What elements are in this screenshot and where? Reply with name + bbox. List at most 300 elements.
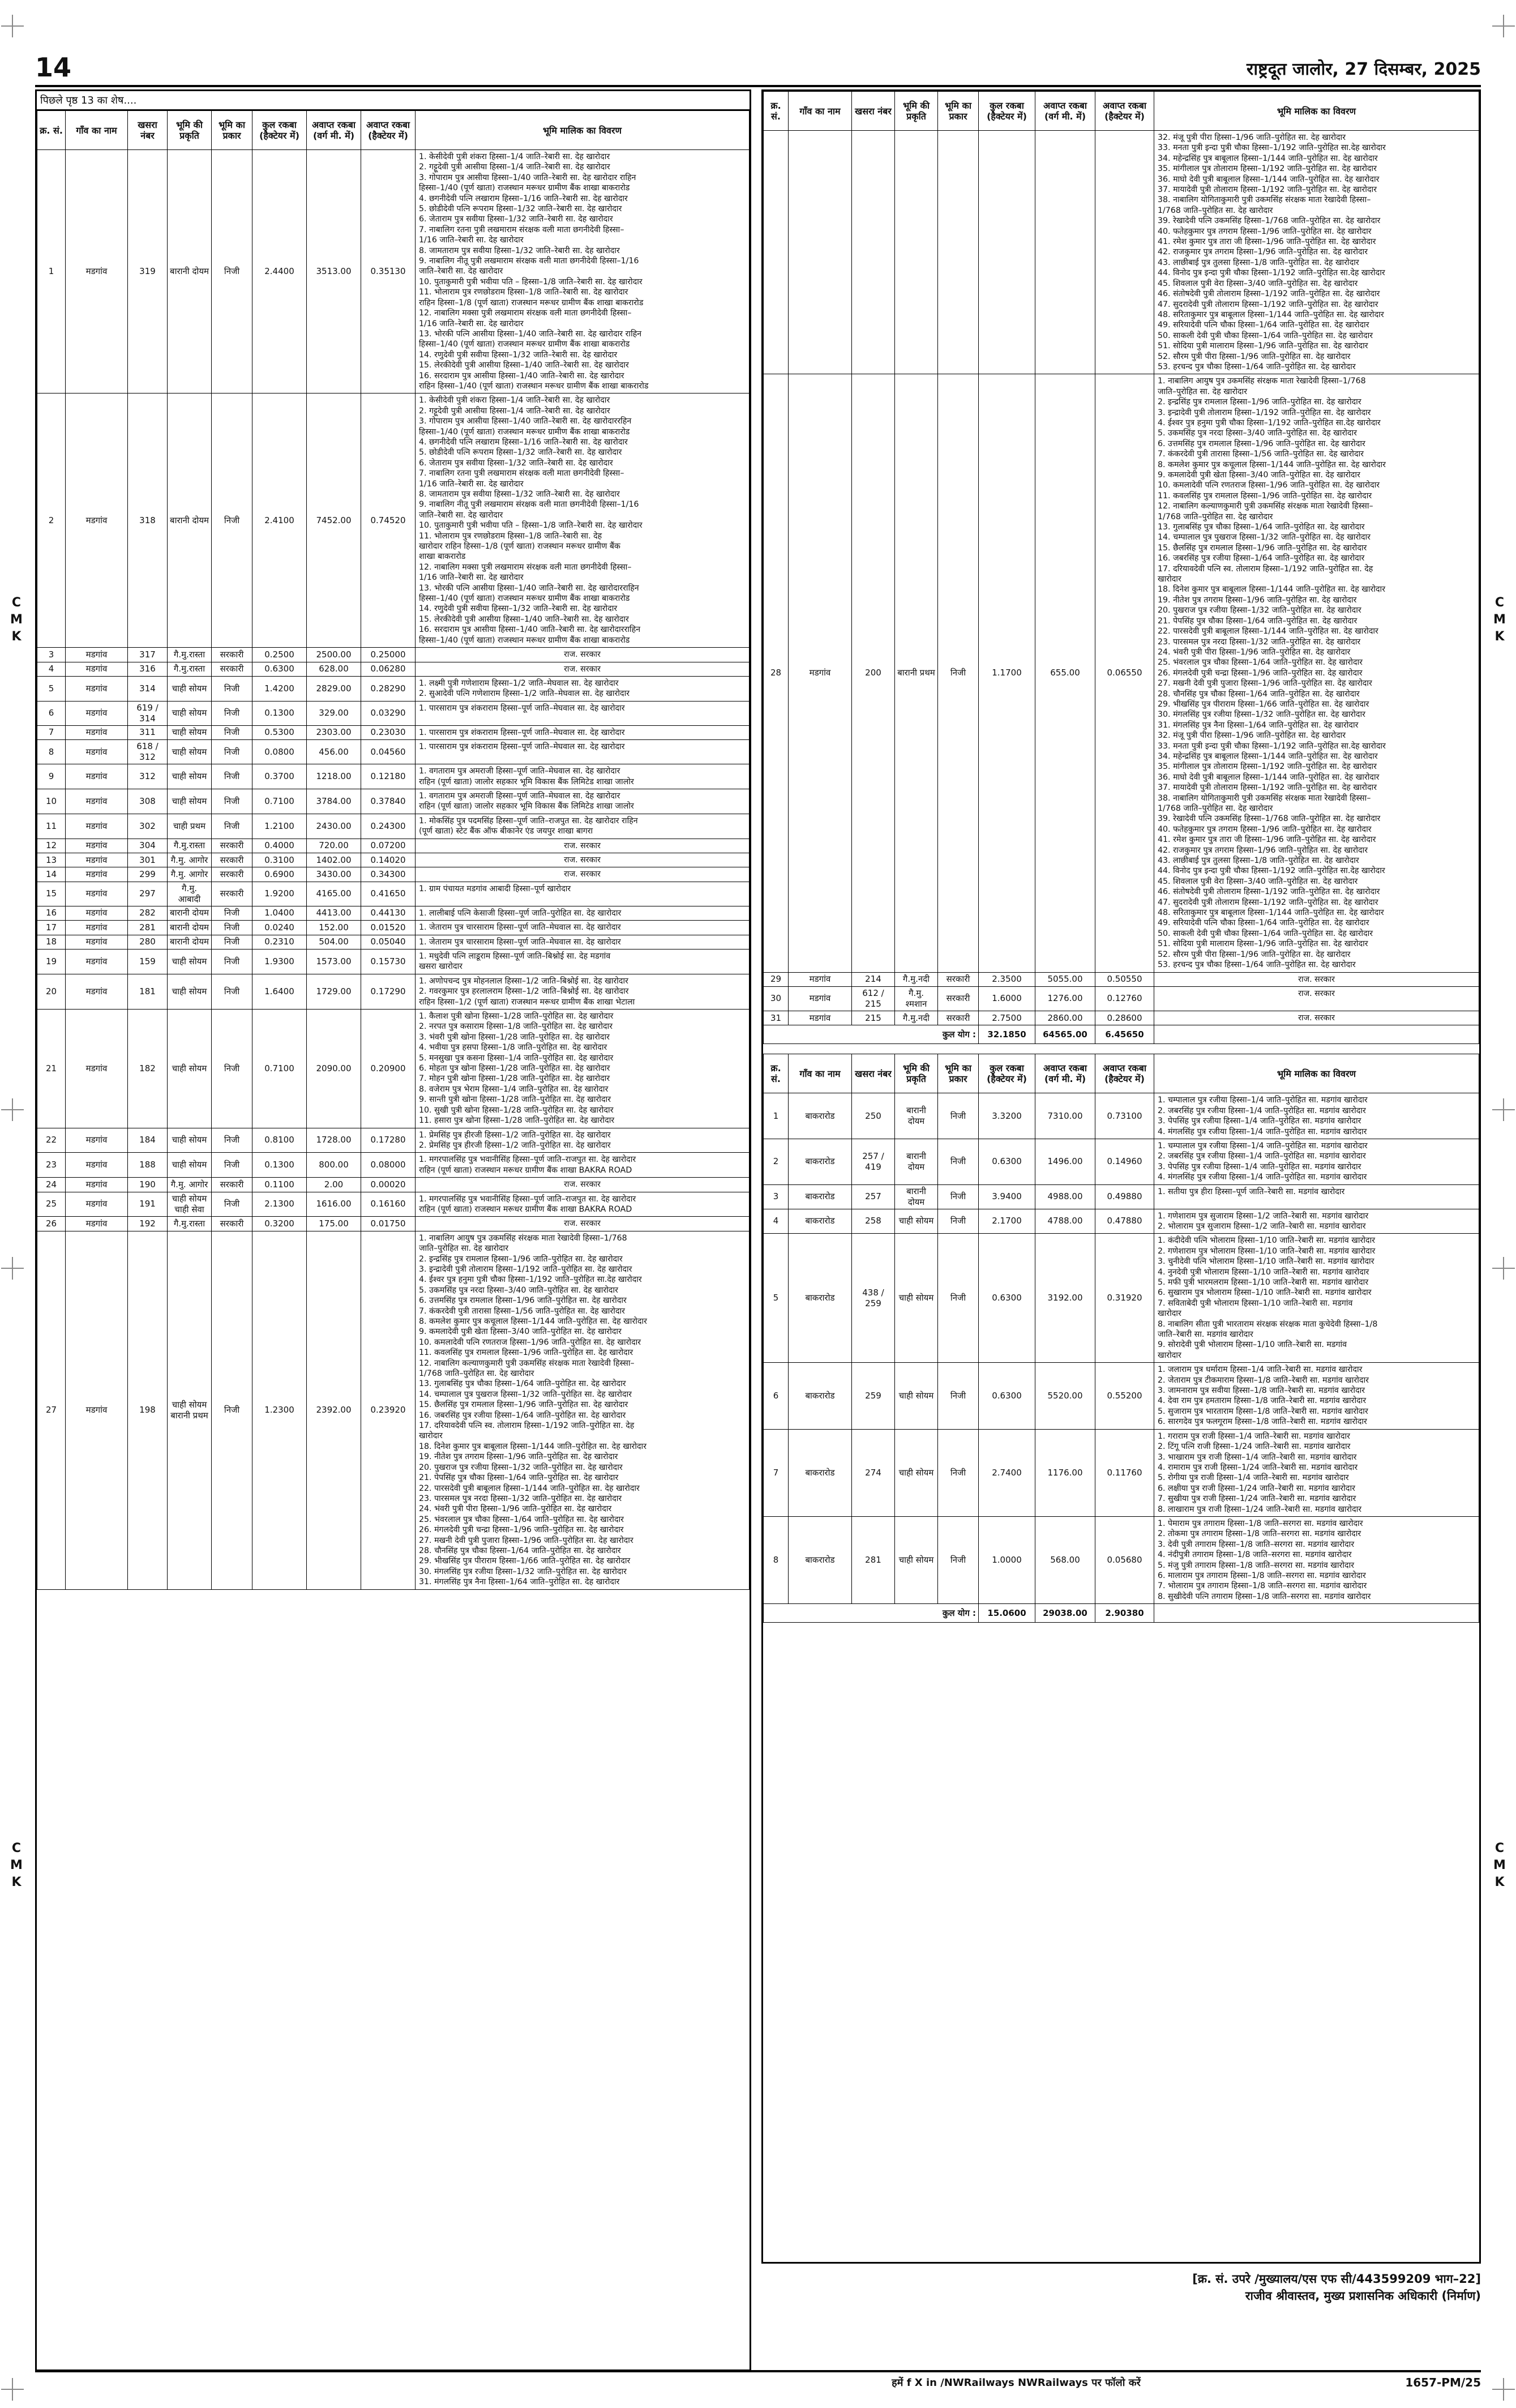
owner-line: 9. कमलादेवी पुत्री खेता हिस्सा–3/40 जाति–पुरोहित सा. देह खारोदार [1158, 471, 1360, 480]
owner-line: 1/16 जाति–रेबारी सा. देह खारोदार [419, 573, 524, 583]
header-cell: क्र. सं. [764, 1054, 789, 1093]
owner-line: 2. गवरकुमार पुत्र हरलालराम हिस्सा–1/2 जाति–बिश्नोई सा. देह खारोदार [419, 987, 629, 996]
land-type-cell: निजी [212, 921, 252, 935]
khasra-cell: 438 / 259 [852, 1234, 895, 1363]
land-nature-cell: चाही सोयम [895, 1429, 938, 1516]
serial-cell: 4 [764, 1209, 789, 1234]
owner-line: 28. चौनसिंह पुत्र चौका हिस्सा–1/64 जाति–पुरोहित सा. देह खारोदार [419, 1546, 621, 1555]
khasra-cell: 250 [852, 1093, 895, 1139]
village-cell: मडगांव [66, 725, 128, 739]
serial-cell: 1 [764, 1093, 789, 1139]
acq-ha-cell: 0.06280 [361, 662, 416, 676]
owner-line: 1. पारसाराम पुत्र शंकराराम हिस्सा–पूर्ण जाति–मेघवाल सा. देह खारोदार [419, 728, 625, 737]
owner-line: 1. चम्पालाल पुत्र रजीया हिस्सा–1/4 जाति–पुरोहित सा. मडगांव खारोदार [1158, 1096, 1368, 1105]
land-type-cell: निजी [212, 701, 252, 725]
serial-cell: 7 [37, 725, 66, 739]
owner-line: 29. भीखसिंह पुत्र पीराराम हिस्सा–1/66 जाति–पुरोहित सा. देह खारोदार [419, 1556, 631, 1566]
land-type-cell: निजी [212, 725, 252, 739]
total-area-cell: 0.5300 [252, 725, 307, 739]
serial-cell: 4 [37, 662, 66, 676]
owner-line: जाति–रेबारी सा. देह खारोदार [419, 510, 503, 520]
owner-line: 41. रमेश कुमार पुत्र तारा जी हिस्सा–1/96 जाति–पुरोहित सा. देह खारोदार [1158, 237, 1376, 247]
acq-ha-cell: 0.73100 [1095, 1093, 1154, 1139]
owner-line: 2. इन्द्रसिंह पुत्र रामलाल हिस्सा–1/96 जाति–पुरोहित सा. देह खारोदार [1158, 397, 1361, 407]
owner-line: 20. पुखराज पुत्र रजीया हिस्सा–1/32 जाति–पुरोहित सा. देह खारोदार [1158, 606, 1361, 615]
acq-ha-cell: 0.41650 [361, 882, 416, 906]
owner-details-cell [416, 853, 750, 867]
serial-cell: 8 [764, 1516, 789, 1603]
owner-line: 1/768 जाति–पुरोहित सा. देह खारोदार [419, 1369, 534, 1379]
owner-line: 10. सुखी पुत्री खोना हिस्सा–1/28 जाति–पुरोहित सा. देह खारोदार [419, 1105, 614, 1115]
owner-line: 4. ईश्वर पुत्र हनुमा पुत्री चौका हिस्सा–1/192 जाति–पुरोहित सा.देह खारोदार [1158, 418, 1381, 427]
owner-line: 16. जबरसिंह पुत्र रजीया हिस्सा–1/64 जाति–पुरोहित सा. देह खारोदार [419, 1410, 626, 1420]
owner-line: 23. पारसमल पुत्र नरदा हिस्सा–1/32 जाति–पुरोहित सा. देह खारोदार [419, 1494, 622, 1503]
table-row [37, 648, 750, 662]
land-nature-cell: चाही सोयम [168, 1128, 212, 1153]
table-row [37, 921, 750, 935]
acq-sqm-cell: 720.00 [307, 839, 361, 853]
land-nature-cell: गै.मु.रास्ता [168, 839, 212, 853]
owner-line: 1. केसीदेवी पुत्री शंकरा हिस्सा–1/4 जाति–रेबारी सा. देह खारोदार [419, 152, 610, 161]
table-row [37, 150, 750, 394]
signature-block [761, 2270, 1481, 2304]
land-type-cell: निजी [212, 814, 252, 839]
acq-ha-cell: 0.50550 [1095, 972, 1154, 986]
owner-details-cell [1154, 972, 1479, 986]
owner-details-cell [416, 814, 750, 839]
land-type-cell: निजी [938, 1429, 979, 1516]
acq-sqm-cell [1035, 131, 1095, 374]
owner-line: 1. मगरपालसिंह पुत्र भवानीसिंह हिस्सा–पूर्ण जाति–राजपुत सा. देह खारोदार [419, 1194, 636, 1204]
owner-line: 1. वगताराम पुत्र अमराजी हिस्सा–पूर्ण जाति–मेघवाल सा. देह खारोदार [419, 791, 620, 801]
khasra-cell: 184 [128, 1128, 168, 1153]
bottom-rule [35, 2370, 1481, 2372]
serial-cell: 27 [37, 1231, 66, 1589]
header-cell: अवाप्त रकबा (हैक्टेयर में) [1095, 1054, 1154, 1093]
owner-line: 35. मांगीलाल पुत्र तोलाराम हिस्सा–1/192 जाति–पुरोहित सा. देह खारोदार [1158, 762, 1377, 772]
owner-line: 19. नीतेश पुत्र तगराम हिस्सा–1/96 जाति–पुरोहित सा. देह खारोदार [1158, 595, 1357, 605]
owner-line: शाखा बाकरारोड [419, 552, 466, 562]
header-cell: भूमि का प्रकार [938, 92, 979, 131]
owner-line: राहिन (पूर्ण खाता) जालोर सहकार भूमि विकास बैंक लिमिटेड शाखा जालोर [419, 802, 634, 811]
acq-sqm-cell: 2.00 [307, 1178, 361, 1192]
khasra-cell: 319 [128, 150, 168, 394]
land-nature-cell: बारानी दोयम [168, 906, 212, 920]
owner-line: 1. पारसाराम पुत्र शंकराराम हिस्सा–पूर्ण जाति–मेघवाल सा. देह खारोदार [419, 703, 625, 713]
total-area-cell: 1.0000 [979, 1516, 1035, 1603]
right-column [761, 89, 1481, 2264]
acq-sqm-cell: 4413.00 [307, 906, 361, 920]
land-nature-cell: चाही सोयम [168, 974, 212, 1009]
owner-line: 14. चम्पालाल पुत्र पुखराज हिस्सा–1/32 जाति–पुरोहित सा. देह खारोदार [419, 1389, 632, 1399]
owner-details-cell [416, 789, 750, 814]
serial-cell: 30 [764, 986, 789, 1011]
owner-line: हिस्सा–1/40 (पूर्ण खाता) राजस्थान मरूधर ग्रामीण बैंक शाखा बाकरारोड [419, 635, 630, 645]
land-type-cell: निजी [938, 1516, 979, 1603]
owner-line: 3. देवी पुत्री तगाराम हिस्सा–1/8 जाति–सरगरा सा. मडगांव खारोदार [1158, 1539, 1355, 1549]
owner-line: 42. राजकुमार पुत्र तगराम हिस्सा–1/96 जाति–पुरोहित सा. देह खारोदार [1158, 845, 1368, 855]
land-nature-cell: गै.मु. आबादी [168, 882, 212, 906]
village-cell: मडगांव [66, 853, 128, 867]
owner-line: 2. प्रेमसिंह पुत्र हीरजी हिस्सा–1/2 जाति–पुरोहित सा. देह खारोदार [419, 1140, 611, 1150]
acq-sqm-cell: 1573.00 [307, 949, 361, 974]
acq-sqm-cell: 1218.00 [307, 764, 361, 789]
total-empty-cell [1154, 1025, 1479, 1044]
owner-details-cell [416, 1128, 750, 1153]
owner-line: 26. मंगलदेवी पुत्री चन्द्रा हिस्सा–1/96 जाति–पुरोहित सा. देह खारोदार [1158, 668, 1363, 678]
owner-line: 5. छोडीदेवी पत्नि रूपराम हिस्सा–1/32 जाति–रेबारी सा. देह खारोदार [419, 204, 622, 214]
owner-line: 7. सुखीया पुत्र राजी हिस्सा–1/24 जाति–रेबारी सा. मडगांव खारोदार [1158, 1494, 1356, 1504]
owner-details-cell [416, 921, 750, 935]
acq-ha-cell: 0.12180 [361, 764, 416, 789]
acq-sqm-cell: 4165.00 [307, 882, 361, 906]
owner-line: 31. मंगलसिंह पुत्र नैना हिस्सा–1/64 जाति–पुरोहित सा. देह खारोदार [1158, 720, 1359, 730]
owner-line: खारोदार [1158, 1309, 1181, 1319]
crop-mark-low-left [1, 1257, 24, 1280]
owner-line: 5. मंजु पुत्री तगाराम हिस्सा–1/8 जाति–सरगरा सा. मडगांव खारोदार [1158, 1560, 1355, 1570]
table-row [37, 789, 750, 814]
table-row [37, 1010, 750, 1128]
village-cell: बाकरारोड [789, 1139, 852, 1184]
header-cell: खसरा नंबर [128, 111, 168, 150]
owner-line: खारोदार राहिन हिस्सा–1/8 (पूर्ण खाता) राजस्थान मरूधर ग्रामीण बैंक [419, 542, 620, 551]
land-type-cell: निजी [212, 949, 252, 974]
owner-line: 1. चम्पालाल पुत्र रजीया हिस्सा–1/4 जाति–पुरोहित सा. मडगांव खारोदार [1158, 1141, 1368, 1150]
owner-line: 1. सतीया पुत्र हीरा हिस्सा–पूर्ण जाति–रेबारी सा. मडगांव खारोदार [1158, 1187, 1345, 1196]
owner-details-cell [416, 1217, 750, 1231]
owner-line: 2. तोकमा पुत्र तगाराम हिस्सा–1/8 जाति–सरगरा सा. मडगांव खारोदार [1158, 1529, 1361, 1539]
acq-ha-cell: 0.55200 [1095, 1363, 1154, 1429]
total-empty-cell [1154, 1604, 1479, 1623]
owner-line: 26. मंगलदेवी पुत्री चन्द्रा हिस्सा–1/96 जाति–पुरोहित सा. देह खारोदार [419, 1525, 624, 1535]
owner-line: 7. मोहन पुत्री खोना हिस्सा–1/28 जाति–पुरोहित सा. देह खारोदार [419, 1074, 610, 1084]
acq-ha-cell: 0.17280 [361, 1128, 416, 1153]
owner-line: 47. सुदरादेवी पुत्री तोलाराम हिस्सा–1/192 जाति–पुरोहित सा. देह खारोदार [1158, 897, 1378, 907]
total-area-cell: 2.1700 [979, 1209, 1035, 1234]
owner-line: राज. सरकार [564, 1219, 601, 1229]
owner-line: राहिन (पूर्ण खाता) जालोर सहकार भूमि विकास बैंक लिमिटेड शाखा जालोर [419, 777, 634, 786]
table-row [37, 867, 750, 882]
table-row [764, 1234, 1479, 1363]
owner-line: 2. नरपत पुत्र कसाराम हिस्सा–1/8 जाति–पुरोहित सा. देह खारोदार [419, 1022, 613, 1032]
khasra-cell: 316 [128, 662, 168, 676]
khasra-cell: 304 [128, 839, 168, 853]
owner-line: 13. भोरकी पत्नि आसीया हिस्सा–1/40 जाति–रेबारी सा. देह खारोदार राहिन [419, 329, 642, 339]
acq-ha-cell: 0.25000 [361, 648, 416, 662]
owner-line: 52. सौरम पुत्री पीरा हिस्सा–1/96 जाति–पुरोहित सा. देह खारोदार [1158, 352, 1351, 361]
khasra-cell: 274 [852, 1429, 895, 1516]
total-area-cell: 0.0800 [252, 740, 307, 764]
total-row [764, 1025, 1479, 1044]
owner-line: 3. गोपाराम पुत्र आसीया हिस्सा–1/40 जाति–रेबारी सा. देह खारोदार राहिन [419, 173, 636, 182]
village-cell: मडगांव [66, 740, 128, 764]
village-cell: बाकरारोड [789, 1209, 852, 1234]
owner-line: 1. मधुदेवी पत्नि लाडूराम हिस्सा–पूर्ण जाति–बिश्नोई सा. देह मडगांव [419, 952, 611, 961]
land-nature-cell: चाही सोयम चाही सेवा [168, 1192, 212, 1217]
owner-line: 41. रमेश कुमार पुत्र तारा जी हिस्सा–1/96 जाति–पुरोहित सा. देह खारोदार [1158, 835, 1376, 845]
total-area-cell: 1.2100 [252, 814, 307, 839]
acq-ha-cell [1095, 131, 1154, 374]
acq-sqm-cell: 2829.00 [307, 676, 361, 701]
khasra-cell: 619 / 314 [128, 701, 168, 725]
owner-line: 5. मफी पुत्री भारमलराम हिस्सा–1/10 जाति–रेबारी सा. मडगांव खारोदार [1158, 1278, 1369, 1287]
cmk-mark-left-bottom: C M K [10, 1841, 23, 1889]
table-row [37, 949, 750, 974]
continued-note: पिछले पृष्ठ 13 का शेष.... [37, 91, 750, 110]
signatory: राजीव श्रीवास्तव, मुख्य प्रशासनिक अधिकारी (निर्माण) [1245, 2289, 1481, 2303]
owner-line: जाति–पुरोहित सा. देह खारोदार [1158, 387, 1248, 396]
owner-line: 7. कंकरदेवी पुत्री तारासा हिस्सा–1/56 जाति–पुरोहित सा. देह खारोदार [1158, 450, 1364, 459]
header-cell: कुल रकबा (हैक्टेयर में) [252, 111, 307, 150]
khasra-cell: 280 [128, 935, 168, 949]
village-cell: मडगांव [66, 1217, 128, 1231]
owner-details-cell [416, 676, 750, 701]
village-cell: मडगांव [66, 1128, 128, 1153]
acq-ha-cell: 0.05040 [361, 935, 416, 949]
khasra-cell: 182 [128, 1010, 168, 1128]
acq-ha-cell: 0.14020 [361, 853, 416, 867]
khasra-cell: 188 [128, 1153, 168, 1178]
total-area-cell: 0.7100 [252, 1010, 307, 1128]
owner-details-cell [416, 740, 750, 764]
land-nature-cell: गै.मु.रास्ता [168, 662, 212, 676]
owner-details-cell [1154, 131, 1479, 374]
khasra-cell: 281 [852, 1516, 895, 1603]
owner-line: 6. मालाराम पुत्र तगाराम हिस्सा–1/8 जाति–सरगरा सा. मडगांव खारोदार [1158, 1571, 1366, 1580]
land-type-cell: निजी [212, 740, 252, 764]
land-type-cell: निजी [938, 1209, 979, 1234]
owner-line: 4. देवा राम पुत्र हमताराम हिस्सा–1/8 जाति–रेबारी सा. मडगांव खारोदार [1158, 1396, 1367, 1406]
owner-line: 1. मगरपालसिंह पुत्र भवानीसिंह हिस्सा–पूर्ण जाति–राजपुत सा. देह खारोदार [419, 1155, 636, 1165]
owner-details-cell [416, 394, 750, 648]
serial-cell: 7 [764, 1429, 789, 1516]
owner-line: 24. भंवरी पुत्री पीरा हिस्सा–1/96 जाति–पुरोहित सा. देह खारोदार [1158, 647, 1351, 657]
owner-line: 3. पेपसिंह पुत्र रजीया हिस्सा–1/4 जाति–पुरोहित सा. मडगांव खारोदार [1158, 1117, 1361, 1126]
owner-line: 15. छैलसिंह पुत्र रामलाल हिस्सा–1/96 जाति–पुरोहित सा. देह खारोदार [1158, 543, 1367, 553]
owner-line: 51. सोदिया पुत्री मालाराम हिस्सा–1/96 जाति–पुरोहित सा. देह खारोदार [1158, 939, 1368, 949]
acq-ha-cell: 0.11760 [1095, 1429, 1154, 1516]
khasra-cell: 257 [852, 1184, 895, 1209]
owner-line: 10. पुताकुमारी पुत्री भवीया पति – हिस्सा–1/8 जाति–रेबारी सा. देह खारोदार [419, 521, 643, 531]
table-row [37, 1128, 750, 1153]
owner-line: 1. जेताराम पुत्र चारसाराम हिस्सा–पूर्ण जाति–मेघवाल सा. देह खारोदार [419, 937, 621, 947]
total-label: कुल योग : [764, 1604, 979, 1623]
owner-line: 5. मनसुखा पुत्र कसना हिस्सा–1/4 जाति–पुरोहित सा. देह खारोदार [419, 1053, 614, 1063]
owner-line: 4. मंगलसिंह पुत्र रजीया हिस्सा–1/4 जाति–पुरोहित सा. मडगांव खारोदार [1158, 1127, 1367, 1136]
owner-line: 40. फतेहकुमार पुत्र तगराम हिस्सा–1/96 जाति–पुरोहित सा. देह खारोदार [1158, 226, 1372, 236]
land-type-cell [938, 131, 979, 374]
owner-line: 4. मंगलसिंह पुत्र रजीया हिस्सा–1/4 जाति–पुरोहित सा. मडगांव खारोदार [1158, 1173, 1367, 1182]
table-row [37, 764, 750, 789]
owner-line: 23. पारसमल पुत्र नरदा हिस्सा–1/32 जाति–पुरोहित सा. देह खारोदार [1158, 637, 1361, 647]
land-nature-cell: चाही प्रथम [168, 814, 212, 839]
table-row [37, 725, 750, 739]
acq-ha-cell: 0.05680 [1095, 1516, 1154, 1603]
owner-line: 10. कमलादेवी पत्नि रणतराज हिस्सा–1/96 जाति–पुरोहित सा. देह खारोदार [1158, 481, 1380, 490]
acq-sqm-cell: 504.00 [307, 935, 361, 949]
owner-line: 2. टिंगू पत्नि राजी हिस्सा–1/24 जाति–रेबारी सा. मडगांव खारोदार [1158, 1442, 1351, 1452]
total-area-cell: 1.6000 [979, 986, 1035, 1011]
owner-line: 37. मायादेवी पुत्री तोलाराम हिस्सा–1/192 जाति–पुरोहित सा. देह खारोदार [1158, 185, 1377, 195]
total-area-cell: 3.3200 [979, 1093, 1035, 1139]
table-row [37, 935, 750, 949]
owner-line: 4. ईश्वर पुत्र हनुमा पुत्री चौका हिस्सा–1/192 जाति–पुरोहित सा.देह खारोदार [419, 1275, 642, 1285]
acq-ha-cell: 0.28290 [361, 676, 416, 701]
owner-details-cell [1154, 1011, 1479, 1025]
khasra-cell: 299 [128, 867, 168, 882]
owner-line: 22. पारसदेवी पुत्री बाबूलाल हिस्सा–1/144 जाति–पुरोहित सा. देह खारोदार [1158, 627, 1378, 636]
serial-cell: 31 [764, 1011, 789, 1025]
serial-cell: 22 [37, 1128, 66, 1153]
khasra-cell: 618 / 312 [128, 740, 168, 764]
land-type-cell: निजी [938, 1234, 979, 1363]
village-cell: मडगांव [66, 764, 128, 789]
village-cell: मडगांव [789, 1011, 852, 1025]
owner-line: 9. सोरादेवी पुत्री भोलाराम हिस्सा–1/10 जाति–रेबारी सा. मडगांव [1158, 1340, 1347, 1350]
village-cell: मडगांव [789, 972, 852, 986]
owner-line: 49. सरियादेवी पत्नि चौका हिस्सा–1/64 जाति–पुरोहित सा. देह खारोदार [1158, 918, 1369, 928]
owner-line: खारोदार [419, 1431, 443, 1441]
owner-line: 9. सान्ती पुत्री खोना हिस्सा–1/28 जाति–पुरोहित सा. देह खारोदार [419, 1095, 611, 1105]
village-cell: मडगांव [66, 150, 128, 394]
owner-line: 38. नाबालिग योगिताकुमारी पुत्री उकमसिंह संरक्षक माता रेखादेवी हिस्सा– [1158, 793, 1371, 803]
khasra-cell: 192 [128, 1217, 168, 1231]
acq-sqm-cell: 2430.00 [307, 814, 361, 839]
owner-line: राहिन (पूर्ण खाता) राजस्थान मरूधर ग्रामीण बैंक शाखा BAKRA ROAD [419, 1204, 632, 1214]
khasra-cell: 281 [128, 921, 168, 935]
serial-cell: 3 [37, 648, 66, 662]
owner-line: 14. रणुदेवी पुत्री सवीया हिस्सा–1/32 जाति–रेबारी सा. देह खारोदार [419, 604, 618, 614]
owner-line: 2. इन्द्रसिंह पुत्र रामलाल हिस्सा–1/96 जाति–पुरोहित सा. देह खारोदार [419, 1254, 623, 1264]
table-row [37, 882, 750, 906]
owner-line: 8. कमलेश कुमार पुत्र कचूलाल हिस्सा–1/144 जाति–पुरोहित सा. देह खारोदार [1158, 460, 1386, 469]
total-area-cell: 0.1300 [252, 1153, 307, 1178]
owner-line: 6. उत्तमसिंह पुत्र रामलाल हिस्सा–1/96 जाति–पुरोहित सा. देह खारोदार [419, 1296, 627, 1306]
owner-line: 5. रोगीया पुत्र राजी हिस्सा–1/4 जाति–रेबारी सा. मडगांव खारोदार [1158, 1473, 1349, 1483]
total-area-cell: 1.9200 [252, 882, 307, 906]
owner-line: 7. सविताबेदी पुत्री भोलाराम हिस्सा–1/10 जाति–रेबारी सा. मडगांव [1158, 1298, 1353, 1308]
owner-details-cell [416, 150, 750, 394]
serial-cell: 8 [37, 740, 66, 764]
land-nature-cell: गै.मु.नदी [895, 972, 938, 986]
ad-code: 1657-PM/25 [1405, 2376, 1481, 2389]
owner-line: 1. लक्ष्मी पुत्री गणेशाराम हिस्सा–1/2 जाति–मेघवाल सा. देह खारोदार [419, 678, 619, 688]
owner-details-cell [416, 867, 750, 882]
table-row [37, 853, 750, 867]
owner-line: 3. गोपाराम पुत्र आसीया हिस्सा–1/40 जाति–रेबारी सा. देह खारोदाररहिन [419, 417, 632, 426]
land-type-cell: निजी [212, 1231, 252, 1589]
owner-line: 9. कमलादेवी पुत्री खेता हिस्सा–3/40 जाति–पुरोहित सा. देह खारोदार [419, 1327, 622, 1337]
land-nature-cell: चाही सोयम [168, 789, 212, 814]
table-row [37, 676, 750, 701]
owner-line: राहिन हिस्सा–1/40 (पूर्ण खाता) राजस्थान मरूधर ग्रामीण बैंक शाखा बाकरारोड [419, 381, 649, 391]
village-cell: मडगांव [66, 1153, 128, 1178]
owner-line: 9. नाबालिग नीतू पुत्री लखमाराम संरक्षक वली माता छगनीदेवी हिस्सा–1/16 [419, 256, 639, 266]
table-row [37, 814, 750, 839]
table-row [764, 1209, 1479, 1234]
owner-line: 1. नाबालिग आयुष पुत्र उकमसिंह संरक्षक माता रेखादेवी हिस्सा–1/768 [419, 1233, 627, 1243]
total-area-cell: 2.1300 [252, 1192, 307, 1217]
total-area-cell: 0.0240 [252, 921, 307, 935]
land-nature-cell: चाही सोयम [168, 701, 212, 725]
owner-line: 1. नाबालिग आयुष पुत्र उकमसिंह संरक्षक माता रेखादेवी हिस्सा–1/768 [1158, 377, 1366, 386]
acq-sqm-cell: 329.00 [307, 701, 361, 725]
total-area-cell: 2.4400 [252, 150, 307, 394]
khasra-cell: 301 [128, 853, 168, 867]
owner-line: 48. सरिताकुमार पुत्र बाबूलाल हिस्सा–1/144 जाति–पुरोहित सा. देह खारोदार [1158, 908, 1384, 918]
land-type-cell: निजी [212, 935, 252, 949]
land-type-cell: निजी [212, 789, 252, 814]
land-nature-cell: चाही सोयम [168, 764, 212, 789]
owner-line: 3. भंवरी पुत्री खोना हिस्सा–1/28 जाति–पुरोहित सा. देह खारोदार [419, 1032, 610, 1042]
owner-line: 9. नाबालिग नीतू पुत्री लखमाराम संरक्षक वली माता छगनीदेवी हिस्सा–1/16 [419, 500, 639, 510]
owner-line: 3. इन्द्रादेवी पुत्री तोलाराम हिस्सा–1/192 जाति–पुरोहित सा. देह खारोदार [1158, 408, 1371, 417]
owner-line: 29. भीखसिंह पुत्र पीराराम हिस्सा–1/66 जाति–पुरोहित सा. देह खारोदार [1158, 699, 1369, 709]
serial-cell: 1 [37, 150, 66, 394]
owner-line: 11. कवलसिंह पुत्र रामलाल हिस्सा–1/96 जाति–पुरोहित सा. देह खारोदार [419, 1348, 633, 1358]
village-cell: मडगांव [66, 1178, 128, 1192]
header-cell: खसरा नंबर [852, 1054, 895, 1093]
total-row-2 [764, 1604, 1479, 1623]
village-cell: मडगांव [66, 701, 128, 725]
owner-line: 1. प्रेमसिंह पुत्र हीरजी हिस्सा–1/2 जाति–पुरोहित सा. देह खारोदार [419, 1130, 611, 1140]
owner-line: 43. लाछीबाई पुत्र तुलसा हिस्सा–1/8 जाति–पुरोहित सा. देह खारोदार [1158, 856, 1359, 866]
owner-line: 31. मंगलसिंह पुत्र नैना हिस्सा–1/64 जाति–पुरोहित सा. देह खारोदार [419, 1577, 620, 1587]
owner-line: 1. मोकसिंह पुत्र पदमसिंह हिस्सा–पूर्ण जाति–राजपुत सा. देह खारोदार राहिन [419, 816, 638, 826]
owner-line: 6. जेताराम पुत्र सवीया हिस्सा–1/32 जाति–रेबारी सा. देह खारोदार [419, 215, 613, 224]
land-type-cell: सरकारी [212, 662, 252, 676]
acq-ha-cell: 0.23920 [361, 1231, 416, 1589]
header-cell: कुल रकबा (हैक्टेयर में) [979, 92, 1035, 131]
table-row [37, 662, 750, 676]
crop-mark-low-right [1492, 1257, 1515, 1280]
serial-cell: 24 [37, 1178, 66, 1192]
land-nature-cell: बारानी दोयम [895, 1139, 938, 1184]
owner-line: 43. लाछीबाई पुत्र तुलसा हिस्सा–1/8 जाति–पुरोहित सा. देह खारोदार [1158, 258, 1359, 267]
land-type-cell: निजी [212, 676, 252, 701]
total-area-cell: 2.7400 [979, 1429, 1035, 1516]
land-nature-cell: बारानी दोयम [168, 921, 212, 935]
khasra-cell: 311 [128, 725, 168, 739]
land-type-cell: निजी [212, 764, 252, 789]
village-cell [789, 131, 852, 374]
owner-line: 7. नाबालिग रतना पुत्री लखमाराम संरक्षक वली माता छगनीदेवी हिस्सा– [419, 225, 624, 234]
land-type-cell: सरकारी [938, 972, 979, 986]
owner-details-cell [416, 1153, 750, 1178]
acq-ha-cell: 0.17290 [361, 974, 416, 1009]
header-cell: क्र. सं. [37, 111, 66, 150]
owner-line: 3. जामनाराम पुत्र सवीया हिस्सा–1/8 जाति–रेबारी सा. मडगांव खारोदार [1158, 1386, 1365, 1396]
owner-details-cell [416, 1231, 750, 1589]
header-cell: गाँव का नाम [66, 111, 128, 150]
owner-line: 3. भाखाराम पुत्र राजी हिस्सा–1/4 जाति–रेबारी सा. मडगांव खारोदार [1158, 1452, 1357, 1462]
owner-details-cell [416, 701, 750, 725]
serial-cell: 20 [37, 974, 66, 1009]
acq-sqm-cell: 3430.00 [307, 867, 361, 882]
land-nature-cell: चाही सोयम [168, 1010, 212, 1128]
village-cell: मडगांव [66, 1231, 128, 1589]
serial-cell: 14 [37, 867, 66, 882]
land-type-cell: निजी [938, 1139, 979, 1184]
land-type-cell: निजी [212, 974, 252, 1009]
owner-line: 6. उत्तमसिंह पुत्र रामलाल हिस्सा–1/96 जाति–पुरोहित सा. देह खारोदार [1158, 439, 1365, 448]
acq-sqm-cell: 1176.00 [1035, 1429, 1095, 1516]
khasra-cell [852, 131, 895, 374]
owner-line: 3. चुनीदेवी पत्नि भोलाराम हिस्सा–1/10 जाति–रेबारी सा. मडगांव खारोदार [1158, 1257, 1374, 1267]
land-nature-cell: गै.मु. आगोर [168, 1178, 212, 1192]
land-type-cell: निजी [938, 1184, 979, 1209]
acq-ha-cell: 0.04560 [361, 740, 416, 764]
